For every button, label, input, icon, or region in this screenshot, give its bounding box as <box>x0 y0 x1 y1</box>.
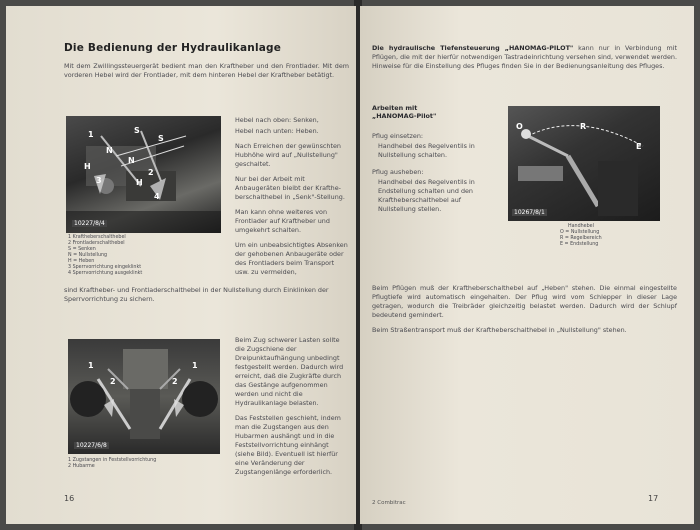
page-title: Die Bedienung der Hydraulikanlage <box>64 42 282 54</box>
legend-line: R = Regelbereich <box>560 236 602 241</box>
instruction-para: Nach Erreichen der gewünschten Hubhöhe wird auf „Nullstellung" geschaltet. <box>235 142 341 168</box>
photo-label: 1 <box>88 130 94 139</box>
photo-label: E <box>636 142 642 151</box>
photo-label: 4 <box>154 192 160 201</box>
photo-label: H <box>84 162 91 171</box>
legend-line: 2 Frontladerschalthebel <box>68 241 125 246</box>
intro-rest: kann nur in Verbindung mit Pflügen, die mit der hierfür notwendigen Tastradeinrichtung versehen sind, verwendet werden. Hinweise für die Einstellung des Pfluges finden Sie in der Bedienungsanleitung des Pfluges. <box>372 44 678 70</box>
transport-text: Beim Straßentransport muß der Kraftheberschalthebel in „Nullstellung" stehen. <box>372 326 627 334</box>
lever-instructions <box>235 116 350 283</box>
continued-text: sind Kraftheber- und Frontladerschalthebel in der Nullstellung durch Einklinken der Sperrvorrichtung zu sichern. <box>64 286 329 303</box>
right-page <box>360 6 694 524</box>
legend-title: Handhebel <box>568 224 594 229</box>
photo-label: 3 <box>96 176 102 185</box>
photo-label: 1 <box>192 361 198 370</box>
legend-line: N = Nullstellung <box>68 253 108 258</box>
photo-label: 1 <box>88 361 94 370</box>
step-label: Pflug einsetzen: <box>372 132 424 140</box>
legend-line: S = Senken <box>68 247 96 252</box>
instruction-para: Hebel nach oben: Senken, <box>235 116 319 124</box>
page-number: 16 <box>64 494 75 503</box>
instruction-para: Man kann ohne weiteres von Frontlader auf Kraftheber und umgekehrt schalten. <box>235 208 330 234</box>
legend-line: 1 Kraftheberschalthebel <box>68 235 126 240</box>
step-text: Handhebel des Regelventils in Endstellung schalten und den Kraftheberschalthebel auf Nullstellung stellen. <box>378 178 475 213</box>
photo-label: H <box>136 178 143 187</box>
photo-label: O <box>516 122 523 131</box>
section-heading: Arbeiten mit <box>372 104 418 112</box>
photo-label: R <box>580 122 587 131</box>
legend-line: 3 Sperrvorrichtung eingeklinkt <box>68 265 142 270</box>
photo-label: 2 <box>172 377 178 386</box>
right-intro <box>372 44 677 71</box>
instruction-para: Nur bei der Arbeit mit Anbaugeräten bleibt der Kraftheberschalthebel in „Senk"-Stellung. <box>235 175 345 201</box>
photo2-legend <box>68 458 228 470</box>
intro-bold: Die hydraulische Tiefensteuerung „HANOMAG-PILOT" <box>372 44 574 52</box>
drawbar-photo <box>68 339 220 454</box>
left-page <box>6 6 356 524</box>
legend-line: O = Nullstellung <box>560 230 600 235</box>
page-number: 17 <box>648 494 659 503</box>
instruction-para: Um ein unbeabsichtigtes Absenken der gehobenen Anbaugeräte oder des Frontladers beim Transport usw. zu vermeiden, <box>235 241 348 276</box>
instruction-para: Beim Zug schwerer Lasten sollte die Zugschiene der Dreipunktaufhängung unbedingt festgestellt werden. Dadurch wird erreicht, daß die Zugkräfte durch das Gestänge aufgenommen werden und nicht die Hydraulikanlage belasten. <box>235 336 344 407</box>
page-footer: 2 Combitrac <box>372 500 406 506</box>
step-text: Handhebel des Regelventils in Nullstellung schalten. <box>378 142 475 159</box>
legend-line: E = Endstellung <box>560 242 599 247</box>
legend-line: 2 Hubarme <box>68 464 95 469</box>
drawbar-instructions <box>235 336 350 483</box>
photo-code: 10267/8/1 <box>514 209 545 216</box>
drawbar-photo-overlay <box>68 339 220 454</box>
legend-line: 4 Sperrvorrichtung ausgeklinkt <box>68 271 143 276</box>
photo-code: 10227/6/8 <box>76 442 107 449</box>
hand-lever-photo <box>508 106 660 221</box>
intro-text: Mit dem Zwillingssteuergerät bedient man den Kraftheber und den Frontlader. Mit dem vorderen Hebel wird der Frontlader, mit dem hinteren Hebel der Kraftheber betätigt. <box>64 62 349 79</box>
step-label: Pflug ausheben: <box>372 168 424 176</box>
plowing-text: Beim Pflügen muß der Kraftheberschalthebel auf „Heben" stehen. Die einmal eingestellte Pflugtiefe wird automatisch eingehalten. Der Pflug wird vom Schlepper in dieser Lage getragen, wodurch die Treibräder gleichzeitig belastet werden. Dadurch wird der Schlupf bedeutend gemindert. <box>372 284 677 319</box>
photo-label: S <box>158 134 164 143</box>
photo1-legend <box>68 235 228 277</box>
photo-label: N <box>128 156 135 165</box>
legend-line: H = Heben <box>68 259 95 264</box>
photo-label: N <box>106 146 113 155</box>
photo3-legend <box>560 224 640 248</box>
photo-label: 2 <box>110 377 116 386</box>
instruction-para: Das Feststellen geschieht, indem man die Zugstangen aus den Hubarmen aushängt und in die Feststellvorrichtung einhängt (siehe Bild). Eventuell ist hierfür eine Veränderung der Zugstangenlänge erforderlich. <box>235 414 341 476</box>
legend-line: 1 Zugstangen in Feststellvorrichtung <box>68 458 157 463</box>
photo-code: 10227/8/4 <box>74 220 105 227</box>
hydraulic-levers-photo <box>66 116 221 233</box>
instruction-para: Hebel nach unten: Heben. <box>235 127 319 135</box>
photo-label: S <box>134 126 140 135</box>
section-heading: „HANOMAG-Pilot" <box>372 112 437 120</box>
photo-label: 2 <box>148 168 154 177</box>
